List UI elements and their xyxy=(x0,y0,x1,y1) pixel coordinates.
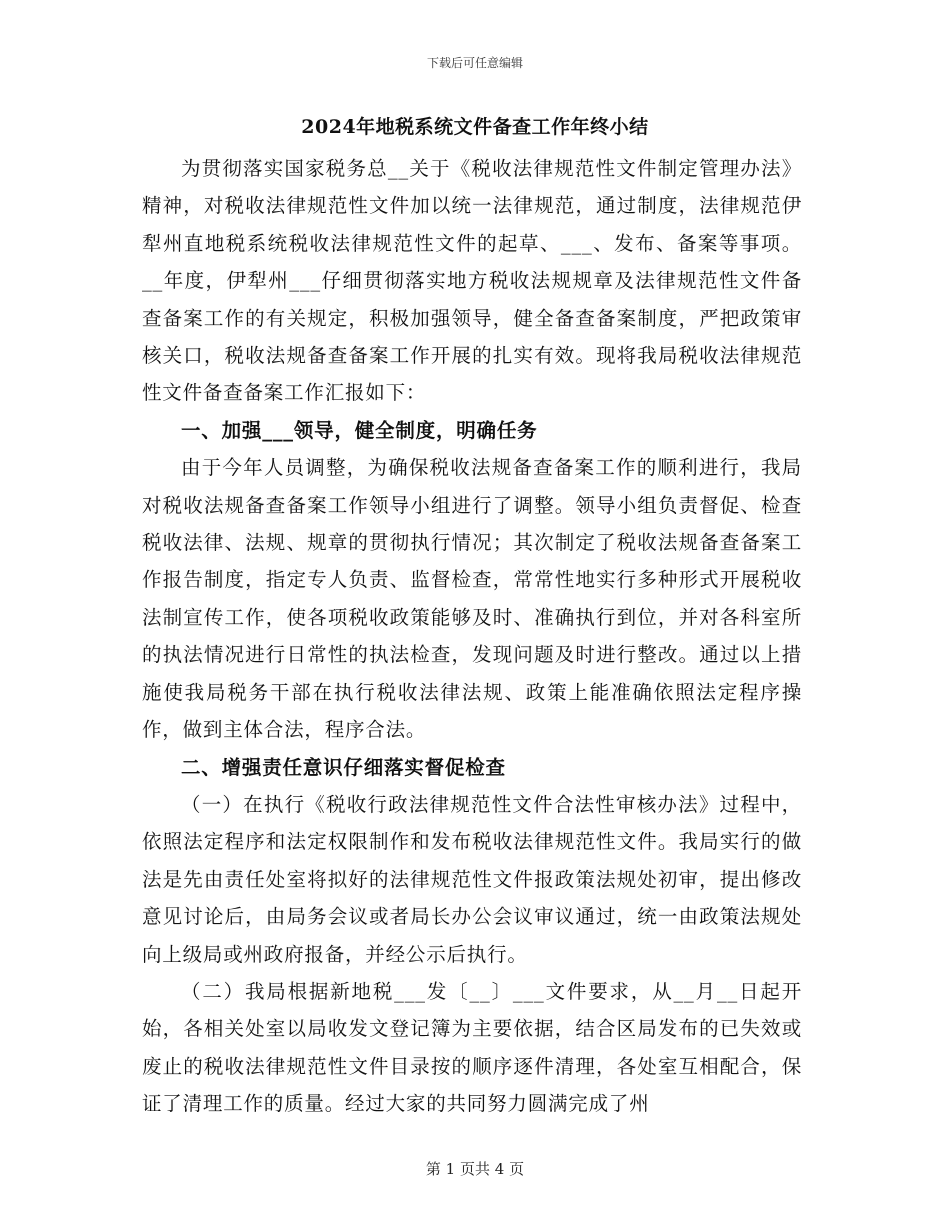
page-footer: 第 1 页共 4 页 xyxy=(425,1160,525,1178)
paragraph-section-1: 由于今年人员调整，为确保税收法规备查备案工作的顺利进行，我局对税收法规备查备案工作领导小组进行了调整。领导小组负责督促、检查税收法律、法规、规章的贯彻执行情况；其次制定了税收法规备查备案工作报告制度，指定专人负责、监督检查，常常性地实行多种形式开展税收法制宣传工作，使各项税收政策能够及时、准确执行到位，并对各科室所的执法情况进行日常性的执法检查，发现问题及时进行整改。通过以上措施使我局税务干部在执行税收法律法规、政策上能准确依照法定程序操作，做到主体合法，程序合法。 xyxy=(142,456,802,742)
paragraph-item-2: （二）我局根据新地税___发〔__〕___文件要求，从__月__日起开始，各相关处室以局收发文登记簿为主要依据，结合区局发布的已失效或废止的税收法律规范性文件目录按的顺序逐件清理，各处室互相配合，保证了清理工作的质量。经过大家的共同努力圆满完成了州 xyxy=(142,979,802,1116)
header-note: 下载后可任意编辑 xyxy=(426,56,523,70)
section-heading-2: 二、增强责任意识仔细落实督促检查 xyxy=(181,755,506,779)
document-body xyxy=(142,150,802,1123)
section-heading-1: 一、加强___领导，健全制度，明确任务 xyxy=(181,418,538,442)
paragraph-item-1: （一）在执行《税收行政法律规范性文件合法性审核办法》过程中，依照法定程序和法定权限制作和发布税收法律规范性文件。我局实行的做法是先由责任处室将拟好的法律规范性文件报政策法规处初审，提出修改意见讨论后，由局务会议或者局长办公会议审议通过，统一由政策法规处向上级局或州政府报备，并经公示后执行。 xyxy=(142,792,802,966)
paragraph-intro: 为贯彻落实国家税务总__关于《税收法律规范性文件制定管理办法》精神，对税收法律规范性文件加以统一法律规范，通过制度，法律规范伊犁州直地税系统税收法律规范性文件的起草、___、发布、备案等事项。__年度，伊犁州___仔细贯彻落实地方税收法规规章及法律规范性文件备查备案工作的有关规定，积极加强领导，健全备查备案制度，严把政策审核关口，税收法规备查备案工作开展的扎实有效。现将我局税收法律规范性文件备查备案工作汇报如下： xyxy=(142,157,802,405)
document-title: 2024年地税系统文件备查工作年终小结 xyxy=(301,116,649,138)
